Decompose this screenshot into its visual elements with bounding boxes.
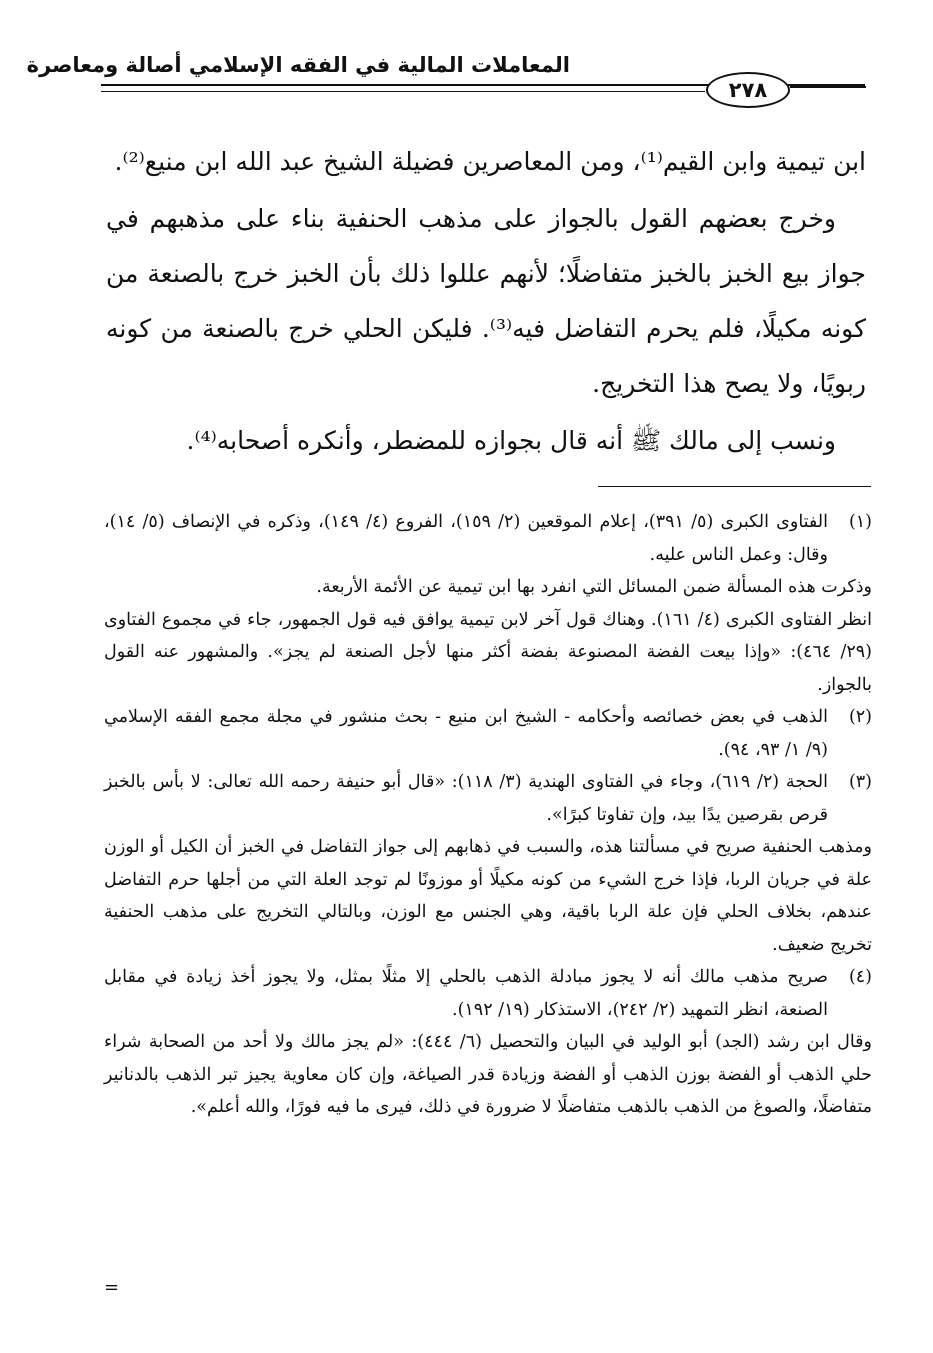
footnote-number: (١) bbox=[848, 512, 872, 532]
footnote-separator bbox=[598, 486, 871, 487]
header-rule-right bbox=[790, 86, 866, 88]
footnotes bbox=[104, 506, 872, 1124]
footnote-continuation: ومذهب الحنفية صريح في مسألتنا هذه، والسبب في ذهابهم إلى جواز التفاضل في الخبز أن الكيل أو الوزن علة في جريان الربا، فإذا خرج الشيء من كونه مكيلًا أو موزونًا لم توجد العلة التي من أجلها حرم التفاضل عندهم، بخلاف الحلي فإن علة الربا باقية، وهي الجنس مع الوزن، وبالتالي التخريج على مذهب الحنفية تخريج ضعيف. bbox=[104, 837, 872, 955]
paragraph: ونسب إلى مالك ﷺ أنه قال بجوازه للمضطر، وأنكره أصحابه⁽⁴⁾. bbox=[186, 426, 836, 455]
footnote-text: الفتاوى الكبرى (٥/ ٣٩١)، إعلام الموقعين (٢/ ١٥٩)، الفروع (٤/ ١٤٩)، وذكره في الإنصاف (٥/ ١٤)، وقال: وعمل الناس عليه. bbox=[104, 512, 828, 565]
continuation-mark: = bbox=[104, 1277, 120, 1298]
footnote-number: (٣) bbox=[848, 772, 872, 792]
footnote-text: صريح مذهب مالك أنه لا يجوز مبادلة الذهب بالحلي إلا مثلًا بمثل، ولا يجوز أخذ زيادة في مقابل الصنعة، انظر التمهيد (٢/ ٢٤٢)، الاستذكار (١٩/ ١٩٢). bbox=[104, 967, 828, 1020]
footnote-text: الحجة (٢/ ٦١٩)، وجاء في الفتاوى الهندية (٣/ ١١٨): «قال أبو حنيفة رحمه الله تعالى: لا بأس بالخبز قرص بقرصين يدًا بيد، وإن تفاوتا كبرًا». bbox=[104, 772, 828, 825]
header-rule-thin bbox=[101, 91, 705, 92]
footnote-number: (٤) bbox=[848, 967, 872, 987]
main-text bbox=[106, 134, 866, 468]
footnote-4 bbox=[104, 961, 872, 1026]
footnote-continuation: انظر الفتاوى الكبرى (٤/ ١٦١). وهناك قول آخر لابن تيمية يوافق فيه قول الجمهور، جاء في مجموع الفتاوى (٢٩/ ٤٦٤): «وإذا بيعت الفضة المصنوعة بفضة أكثر منها لأجل الصنعة لم يجز». والمشهور عنه القول بالجواز. bbox=[104, 609, 873, 695]
footnote-text: الذهب في بعض خصائصه وأحكامه - الشيخ ابن منيع - بحث منشور في مجلة مجمع الفقه الإسلامي (٩/ ١/ ٩٣، ٩٤). bbox=[104, 707, 828, 760]
paragraph: ابن تيمية وابن القيم⁽¹⁾، ومن المعاصرين فضيلة الشيخ عبد الله ابن منيع⁽²⁾. bbox=[114, 147, 866, 176]
running-title: المعاملات المالية في الفقه الإسلامي أصالة ومعاصرة bbox=[26, 53, 570, 77]
footnote-number: (٢) bbox=[848, 707, 872, 727]
paragraph: وخرج بعضهم القول بالجواز على مذهب الحنفية بناء على مذهبهم في جواز بيع الخبز بالخبز متفاضلًا؛ لأنهم عللوا ذلك بأن الخبز خرج بالصنعة من كونه مكيلًا، فلم يحرم التفاضل فيه⁽³⁾. فليكن الحلي خرج بالصنعة من كونه ربويًا، ولا يصح هذا التخريج. bbox=[106, 204, 866, 398]
footnote-continuation: وذكرت هذه المسألة ضمن المسائل التي انفرد بها ابن تيمية عن الأئمة الأربعة. bbox=[316, 577, 872, 597]
page-number: ٢٧٨ bbox=[706, 72, 790, 108]
footnote-3 bbox=[104, 766, 872, 831]
footnote-1 bbox=[104, 506, 872, 571]
footnote-continuation: وقال ابن رشد (الجد) أبو الوليد في البيان والتحصيل (٦/ ٤٤٤): «لم يجز مالك ولا أحد من الصحابة شراء حلي الذهب أو الفضة بوزن الذهب أو الفضة وزيادة قدر الصياغة، وإن كان معاوية يجيز تبر الذهب بالدنانير متفاضلًا، والصوغ من الذهب بالذهب متفاضلًا لا ضرورة في ذلك، فيرى ما فيه فورًا، والله أعلم». bbox=[104, 1032, 872, 1117]
footnote-2 bbox=[104, 701, 872, 766]
